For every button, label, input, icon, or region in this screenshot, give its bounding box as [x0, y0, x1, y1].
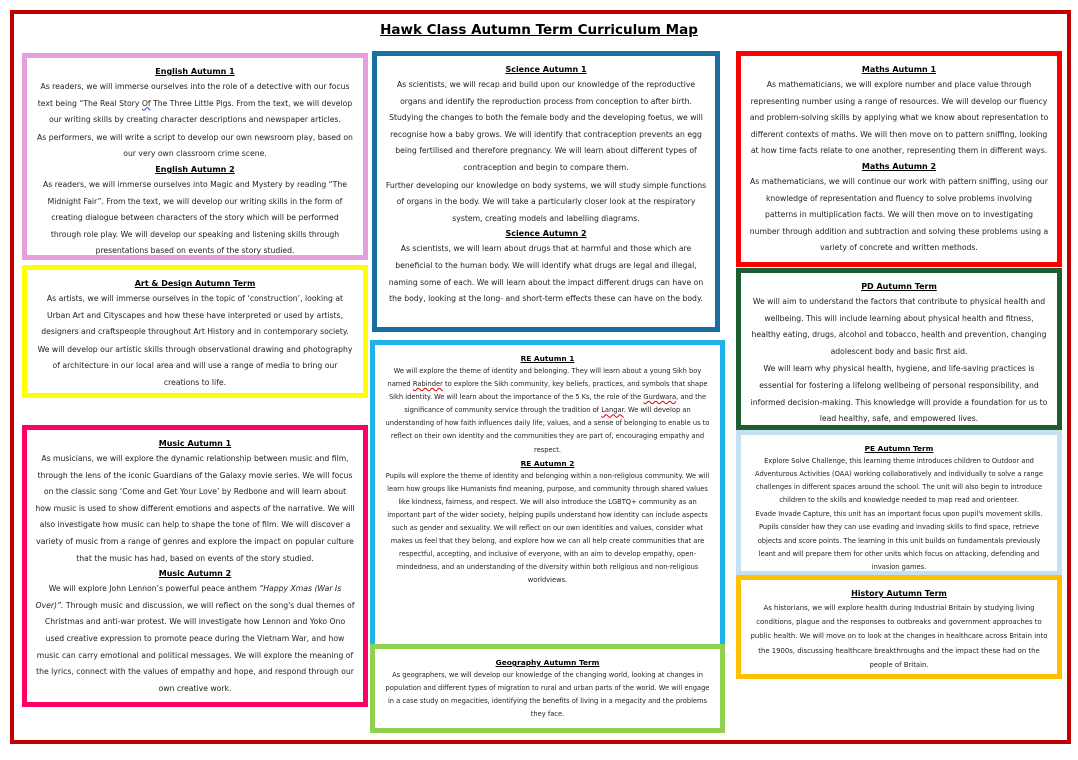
english-panel: [22, 53, 368, 260]
art-text-1: As artists, we will immerse ourselves in the topic of ‘construction’, looking at Urban Art and Cityscapes and how these have interpreted or used by artists, designers and craftspeople throughout Art History and in contemporary society.: [41, 294, 349, 337]
re-autumn-1-text: [383, 365, 712, 457]
music-autumn-2-text: [35, 581, 355, 697]
science-body-systems-text: Further developing our knowledge on body systems, we will study simple functions of organs in the body. We will take a particularly closer look at the respiratory system, creating models and labelling diagrams.: [385, 180, 707, 223]
pe-panel: [736, 430, 1062, 576]
music-autumn-1-heading: Music Autumn 1: [158, 439, 232, 448]
music-song-title: “Happy Xmas (War Is Over)”.: [35, 584, 342, 610]
english-text-part: As readers, we will immerse ourselves into the role of a detective with our focus text being “The Real Story: [37, 82, 350, 108]
music-autumn-1-text: As musicians, we will explore the dynamic relationship between music and film, through the lens of the iconic Guardians of the Galaxy movie series. We will focus on the classic song ‘Come and Get Your Love’ by Redbone and will learn about how music is used to show different emotions and aspects of the narrative. We will also investigate how music can help to shape the tone of film. We will discover a variety of music from a range of genres and explore the impact on popular culture that the music has had, based on events of the story studied.: [35, 454, 355, 563]
re-name-gurdwara: Gurdwara: [643, 393, 677, 402]
re-text-part: . We will develop an understanding of how faith influences daily life, values, and a sense of belonging to enable us to reflect on their own identity and the communities they are part of, encouraging empathy and respect.: [385, 406, 710, 454]
science-autumn-1-text: As scientists, we will recap and build upon our knowledge of the reproductive organs and identify the reproduction process from conception to after birth. Studying the changes to both the female body and the developing foetus, we will recognise how a baby grows. We will identify that contraception prevents an egg being fertilised and therefore pregnancy. We will learn about different types of contraception and begin to compare them.: [389, 80, 703, 172]
english-autumn-1-text: [35, 79, 355, 129]
maths-autumn-1-text: As mathematicians, we will explore number and place value through representing number using a range of resources. We will develop our fluency and problem-solving skills by applying what we know about representation to different contexts of maths. We will then move on to pattern sniffing, looking at how time facts relate to one another, representing them in different ways.: [749, 80, 1049, 156]
re-autumn-2-text: Pupils will explore the theme of identity and belonging within a non-religious community. We will learn how groups like Humanists find meaning, purpose, and community through shared values like kindness, fairness, and respect. We will also introduce the LGBTQ+ community as an important part of the wider society, helping pupils understand how identity can include aspects such as gender and sexuality. We will reflect on our own identities and values, consider what makes us feel that they belong, and explore how we can all help create communities that are respectful, accepting, and inclusive of everyone, with an aim to develop empathy, open-mindedness, and an understanding of the diversity within both religious and non-religious worldviews.: [385, 471, 710, 585]
history-panel: [736, 575, 1062, 679]
english-autumn-2-heading: English Autumn 2: [155, 164, 235, 174]
music-text-part: We will explore John Lennon’s powerful peace anthem: [48, 584, 257, 594]
english-text-of: Of: [141, 98, 151, 108]
re-name-langar: Langar: [601, 406, 624, 415]
science-autumn-1-heading: Science Autumn 1: [505, 65, 587, 74]
re-text-part: to explore the Sikh community, key beliefs, practices, and symbols that shape Sikh identity. We will learn about the importance of the 5 Ks, the role of the: [388, 380, 708, 402]
maths-autumn-2-text: As mathematicians, we will continue our work with pattern sniffing, using our knowledge of representation and fluency to solve problems involving patterns in multiplication facts. We will then move on to investigating number through addition and subtraction and solving these problems using a variety of concrete and written methods.: [749, 176, 1049, 253]
english-autumn-2-text: As readers, we will immerse ourselves into Magic and Mystery by reading “The Midnight Fair”. From the text, we will develop our writing skills in the form of creating dialogue between characters of the story which will be performed through role play. We will develop our speaking and listening skills through presentations based on events of the story studied.: [43, 179, 347, 256]
maths-autumn-1-heading: Maths Autumn 1: [861, 65, 937, 74]
re-panel: [370, 340, 725, 649]
music-autumn-2-heading: Music Autumn 2: [158, 569, 232, 579]
english-autumn-1-heading: English Autumn 1: [155, 67, 235, 76]
history-text: As historians, we will explore health during Industrial Britain by studying living conditions, plague and the responses to outbreaks and government approaches to public health. We will move on to look at the changes in healthcare across Britain into the 1900s, discussing healthcare breakthroughs and the impact these had on the people of Britain.: [750, 604, 1048, 669]
re-autumn-1-heading: RE Autumn 1: [520, 354, 575, 363]
science-autumn-2-heading: Science Autumn 2: [505, 229, 587, 239]
maths-panel: [736, 51, 1062, 267]
page-title: Hawk Class Autumn Term Curriculum Map: [380, 22, 698, 38]
music-text-part: Through music and discussion, we will reflect on the song's dual themes of Christmas and anti-war protest. We will investigate how Lennon and Yoko Ono used creative expression to promote peace during the Vietnam War, and how music can carry emotional and political messages. We will explore the meaning of the lyrics, connect with the values of empathy and hope, and respond through our own creative work.: [36, 600, 355, 693]
music-panel: [22, 425, 368, 707]
art-panel: [22, 265, 368, 398]
science-panel: [372, 51, 720, 332]
art-heading: Art & Design Autumn Term: [134, 279, 256, 288]
science-autumn-2-text: As scientists, we will learn about drugs that at harmful and those which are beneficial to the human body. We will identify what drugs are legal and illegal, naming some of each. We will learn about the impact different drugs can have on the body, looking at the long- and short-term effects these can have on the body.: [388, 244, 704, 304]
pd-text-2: We will learn why physical health, hygiene, and life-saving practices is essential for fostering a lifelong wellbeing of personal responsibility, and informed decision-making. This knowledge will provide a foundation for us to lead healthy, safe, and empowered lives.: [750, 364, 1048, 424]
history-heading: History Autumn Term: [851, 589, 947, 598]
pd-panel: [736, 268, 1062, 430]
pe-heading: PE Autumn Term: [864, 444, 934, 453]
re-text-part: , and the significance of community service through the tradition of: [404, 393, 707, 415]
geography-heading: Geography Autumn Term: [495, 658, 600, 667]
pe-text-2: Evade Invade Capture, this unit has an important focus upon pupil's movement skills. Pupils consider how they can use evading and invading skills to find space, retrieve objects and score points. The learning in this unit builds on fundamentals previously leant and will prepare them for other units which focus on attacking, defending and invasion games.: [755, 510, 1043, 571]
english-performers-text: As performers, we will write a script to develop our own newsroom play, based on our very own classroom crime scene.: [37, 132, 353, 159]
english-text-part: The Three Little Pigs. From the text, we will develop our writing skills by creating character descriptions and newspaper articles.: [49, 98, 353, 125]
geography-text: As geographers, we will develop our knowledge of the changing world, looking at changes in population and different types of migration to rural and urban parts of the world. We will engage in a case study on megacities, identifying the benefits of living in a megacity and the problems they face.: [385, 671, 710, 719]
maths-autumn-2-heading: Maths Autumn 2: [861, 161, 937, 171]
re-autumn-2-heading: RE Autumn 2: [520, 458, 575, 468]
re-text-part: We will explore the theme of identity and belonging. They will learn about a young Sikh boy named: [387, 367, 702, 389]
pd-heading: PD Autumn Term: [861, 282, 937, 291]
art-text-2: We will develop our artistic skills through observational drawing and photography of architecture in our local area and will use a range of media to bring our creations to life.: [37, 344, 353, 387]
geography-panel: [370, 644, 725, 733]
pd-text-1: We will aim to understand the factors that contribute to physical health and wellbeing. This will include learning about physical health and fitness, healthy eating, drugs, alcohol and tobacco, health and prevention, changing adolescent body and basic first aid.: [751, 297, 1047, 356]
re-name-rabinder: Rabinder: [412, 380, 443, 389]
pe-text-1: Explore Solve Challenge, this learning theme introduces children to Outdoor and Adventurous Activities (OAA) working collaboratively and individually to solve a range challenges in different spaces around the school. The unit will also begin to introduce children to the skills and knowledge needed to map read and orienteer.: [754, 457, 1044, 505]
